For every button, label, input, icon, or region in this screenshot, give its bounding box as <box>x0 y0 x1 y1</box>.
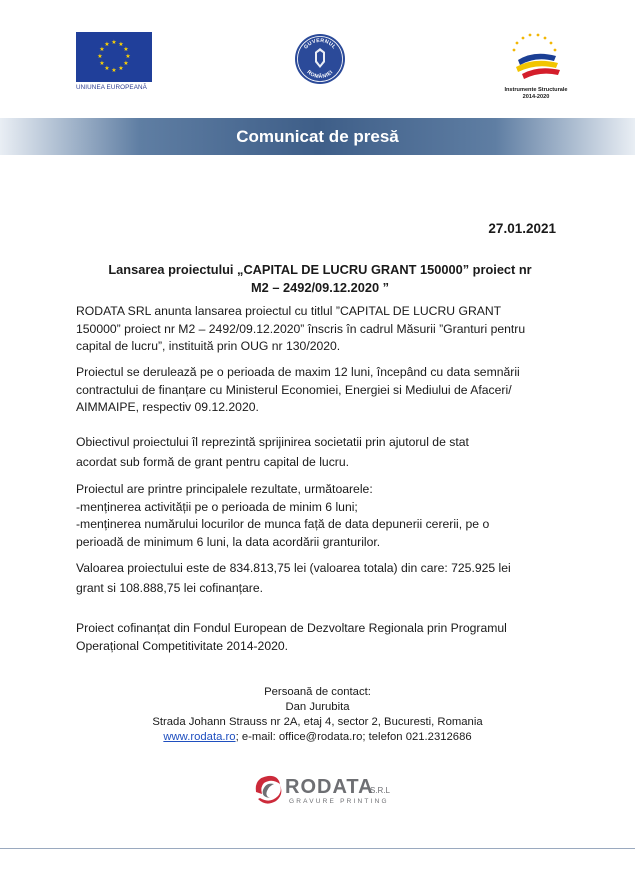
text-line: Proiect cofinanțat din Fondul European de Dezvoltare Regionala prin Programul <box>76 621 507 635</box>
text-line: -menținerea activității pe o perioada de minim 6 luni; <box>76 499 358 514</box>
paragraph-project-launch <box>76 303 559 356</box>
svg-text:★: ★ <box>118 41 124 48</box>
paragraph-project-value <box>76 558 559 598</box>
rodata-logo <box>252 770 392 806</box>
gov-bottom-text: ROMÂNIEI <box>305 69 335 81</box>
contact-block <box>76 685 559 745</box>
paragraph-project-results <box>76 481 559 551</box>
eu-logo <box>76 32 154 91</box>
contact-heading: Persoană de contact: <box>264 686 371 698</box>
text-line: AIMMAIPE, respectiv 09.12.2020. <box>76 400 259 414</box>
text-line: Obiectivul proiectului îl reprezintă sprijinirea societatii prin ajutorul de stat <box>76 435 469 449</box>
svg-text:★: ★ <box>97 53 103 60</box>
government-seal-icon <box>294 33 346 85</box>
structural-instruments-line2: 2014-2020 <box>522 94 550 100</box>
svg-text:★: ★ <box>118 65 124 72</box>
text-line: contractului de finanțare cu Ministerul Economiei, Energiei si Mediului de Afaceri/ <box>76 382 512 397</box>
rodata-logo-suffix: S.R.L <box>370 786 391 795</box>
eu-label: UNIUNEA EUROPEANĂ <box>76 84 147 91</box>
footer-divider <box>0 848 635 849</box>
svg-text:★: ★ <box>99 60 105 67</box>
svg-text:★: ★ <box>125 53 131 60</box>
paragraph-project-duration <box>76 364 559 417</box>
press-release-title <box>80 261 560 297</box>
text-line: perioadă de minimum 6 luni, la data acordării granturilor. <box>76 534 381 549</box>
text-line: Proiectul are printre principalele rezultate, următoarele: <box>76 482 373 496</box>
text-line: Valoarea proiectului este de 834.813,75 lei (valoarea totala) din care: 725.925 lei <box>76 561 511 575</box>
svg-text:★: ★ <box>111 67 117 74</box>
text-line: capital de lucru”, instituită prin OUG nr 130/2020. <box>76 339 341 353</box>
text-line: 150000” proiect nr M2 – 2492/09.12.2020” înscris în cadrul Măsurii ”Granturi pentru <box>76 321 526 336</box>
title-line: Lansarea proiectului „CAPITAL DE LUCRU GRANT 150000” proiect nr <box>108 262 532 277</box>
structural-instruments-logo <box>496 30 576 101</box>
website-link[interactable]: www.rodata.ro <box>163 731 236 743</box>
text-line: acordat sub formă de grant pentru capital de lucru. <box>76 455 350 469</box>
text-line: Operațional Competitivitate 2014-2020. <box>76 638 289 653</box>
contact-name: Dan Jurubita <box>285 701 350 713</box>
svg-text:★: ★ <box>104 65 110 72</box>
banner-title: Comunicat de presă <box>236 127 399 146</box>
svg-text:★: ★ <box>104 41 110 48</box>
release-date: 27.01.2021 <box>488 221 556 236</box>
svg-text:★: ★ <box>123 46 129 53</box>
svg-text:★: ★ <box>111 39 117 46</box>
svg-text:★: ★ <box>99 46 105 53</box>
rodata-logo-name: RODATA <box>285 776 374 798</box>
eu-flag-icon <box>76 32 152 82</box>
rodata-swirl-icon <box>256 776 282 804</box>
text-line: Proiectul se derulează pe o perioada de maxim 12 luni, începând cu data semnării <box>76 365 520 379</box>
text-line: RODATA SRL anunta lansarea proiectul cu titlul ”CAPITAL DE LUCRU GRANT <box>76 304 502 318</box>
email-phone-text: ; e-mail: office@rodata.ro; telefon 021.2312686 <box>235 731 472 743</box>
structural-instruments-icon <box>500 30 572 82</box>
contact-address: Strada Johann Strauss nr 2A, etaj 4, sector 2, Bucuresti, Romania <box>152 716 483 728</box>
title-line: M2 – 2492/09.12.2020 ” <box>250 280 390 295</box>
gov-top-text: GUVERNUL <box>303 37 338 51</box>
paragraph-project-objective <box>76 432 559 472</box>
rodata-logo-tagline: GRAVURE PRINTING <box>289 798 389 805</box>
paragraph-cofinancing <box>76 620 559 655</box>
contact-details <box>76 730 559 745</box>
text-line: grant si 108.888,75 lei cofinanțare. <box>76 581 264 595</box>
svg-text:★: ★ <box>123 60 129 67</box>
structural-instruments-line1: Instrumente Structurale <box>504 87 568 93</box>
text-line: -menținerea numărului locurilor de munca față de data depunerii cererii, pe o <box>76 517 490 531</box>
